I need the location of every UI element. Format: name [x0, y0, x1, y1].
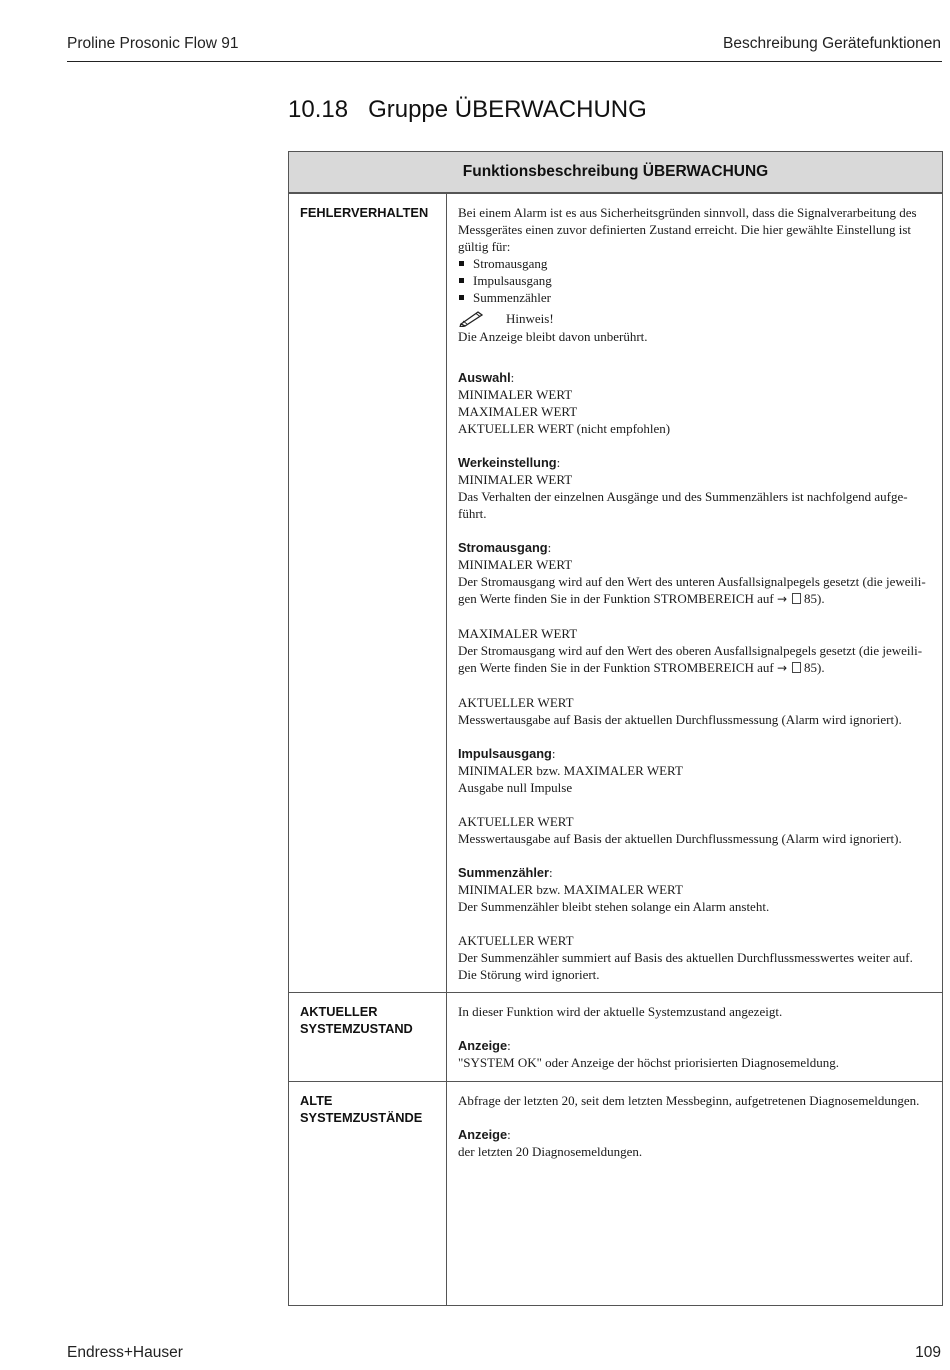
arrow-icon: →	[776, 661, 788, 675]
footer-brand: Endress+Hauser	[67, 1344, 183, 1361]
summenzaehler-min: MINIMALER bzw. MAXIMALER WERT	[458, 882, 683, 897]
stromausgang-max: MAXIMALER WERT	[458, 626, 578, 641]
function-table	[288, 151, 943, 1306]
stromausgang-aktuell-text: Messwertausgabe auf Basis der aktuellen Durchflussmessung (Alarm wird ignoriert).	[458, 712, 902, 727]
anzeige-heading: Anzeige:	[458, 1038, 511, 1053]
note-text: Die Anzeige bleibt davon unberührt.	[458, 329, 648, 344]
header-doc-title: Proline Prosonic Flow 91	[67, 35, 239, 52]
list-item-text: Stromausgang	[473, 256, 548, 271]
list-item-text: Summenzähler	[473, 290, 551, 305]
auswahl-heading: Auswahl:	[458, 370, 515, 385]
summenzaehler-min-text: Der Summenzähler bleibt stehen solange ein Alarm ansteht.	[458, 899, 770, 914]
summenzaehler-aktuell-text: Der Summenzähler summiert auf Basis des aktuellen Durchflussmesswertes weiter auf.	[458, 950, 913, 965]
function-text: In dieser Funktion wird der aktuelle Systemzustand angezeigt.	[458, 1004, 783, 1019]
impulsausgang-min: MINIMALER bzw. MAXIMALER WERT	[458, 763, 683, 778]
intro-line: Messgerätes einen zuvor definierten Zustand erreicht. Die hier gewählte Einstellung ist	[458, 222, 912, 237]
row-label: FEHLERVERHALTEN	[289, 194, 447, 992]
arrow-icon: →	[776, 592, 788, 606]
list-item	[458, 255, 932, 272]
bullet-icon	[459, 261, 464, 266]
note-block	[458, 308, 932, 328]
list-item	[458, 272, 932, 289]
werkeinstellung-text: Das Verhalten der einzelnen Ausgänge und des Summenzählers ist nachfolgend aufge-	[458, 489, 908, 504]
bullet-icon	[459, 278, 464, 283]
intro-line: Bei einem Alarm ist es aus Sicherheitsgründen sinnvoll, dass die Signalverarbeitung des	[458, 205, 917, 220]
page-reference-icon	[792, 593, 801, 604]
list-item-text: Impulsausgang	[473, 273, 552, 288]
stromausgang-aktuell: AKTUELLER WERT	[458, 695, 574, 710]
stromausgang-max-text: gen Werte finden Sie in der Funktion STROMBEREICH auf → 85).	[458, 660, 825, 675]
table-row-alte-systemzustaende	[289, 1081, 942, 1305]
stromausgang-min-text: Der Stromausgang wird auf den Wert des unteren Ausfallsignalpegels gesetzt (die jeweili-	[458, 574, 926, 589]
summenzaehler-aktuell: AKTUELLER WERT	[458, 933, 574, 948]
table-row-aktueller-systemzustand	[289, 992, 942, 1081]
row-description	[447, 194, 942, 992]
header-chapter-title: Beschreibung Gerätefunktionen	[722, 35, 941, 52]
list-item	[458, 289, 932, 306]
impulsausgang-aktuell: AKTUELLER WERT	[458, 814, 574, 829]
intro-line: gültig für:	[458, 239, 511, 254]
werkeinstellung-heading: Werkeinstellung:	[458, 455, 561, 470]
pencil-note-icon	[458, 309, 488, 327]
row-description	[447, 1082, 942, 1305]
stromausgang-heading: Stromausgang:	[458, 540, 552, 555]
impulsausgang-min-text: Ausgabe null Impulse	[458, 780, 573, 795]
note-label: Hinweis!	[506, 310, 554, 326]
summenzaehler-heading: Summenzähler:	[458, 865, 553, 880]
page-number: 109	[915, 1344, 941, 1361]
stromausgang-max-text: Der Stromausgang wird auf den Wert des oberen Ausfallsignalpegels gesetzt (die jeweili-	[458, 643, 923, 658]
stromausgang-min: MINIMALER WERT	[458, 557, 573, 572]
auswahl-option: MINIMALER WERT	[458, 387, 573, 402]
werkeinstellung-text: führt.	[458, 506, 487, 521]
row-label: AKTUELLER SYSTEMZUSTAND	[289, 993, 447, 1081]
anzeige-heading: Anzeige:	[458, 1127, 511, 1142]
section-title: 10.18 Gruppe ÜBERWACHUNG	[288, 96, 647, 123]
impulsausgang-aktuell-text: Messwertausgabe auf Basis der aktuellen Durchflussmessung (Alarm wird ignoriert).	[458, 831, 902, 846]
page-reference-icon	[792, 662, 801, 673]
table-row-fehlerverhalten	[289, 193, 942, 992]
function-text: Abfrage der letzten 20, seit dem letzten Messbeginn, aufgetretenen Diagnosemeldungen.	[458, 1093, 920, 1108]
stromausgang-min-text: gen Werte finden Sie in der Funktion STROMBEREICH auf → 85).	[458, 591, 825, 606]
werkeinstellung-value: MINIMALER WERT	[458, 472, 573, 487]
row-label: ALTE SYSTEMZUSTÄNDE	[289, 1082, 447, 1305]
header-rule	[67, 61, 942, 62]
auswahl-option: AKTUELLER WERT (nicht empfohlen)	[458, 421, 671, 436]
impulsausgang-heading: Impulsausgang:	[458, 746, 556, 761]
summenzaehler-aktuell-text: Die Störung wird ignoriert.	[458, 967, 600, 982]
anzeige-text: "SYSTEM OK" oder Anzeige der höchst priorisierten Diagnosemeldung.	[458, 1055, 840, 1070]
bullet-icon	[459, 295, 464, 300]
auswahl-option: MAXIMALER WERT	[458, 404, 578, 419]
page-reference[interactable]: 85).	[804, 660, 825, 675]
table-heading: Funktionsbeschreibung ÜBERWACHUNG	[289, 152, 942, 193]
page-reference[interactable]: 85).	[804, 591, 825, 606]
row-description	[447, 993, 942, 1081]
anzeige-text: der letzten 20 Diagnosemeldungen.	[458, 1144, 643, 1159]
